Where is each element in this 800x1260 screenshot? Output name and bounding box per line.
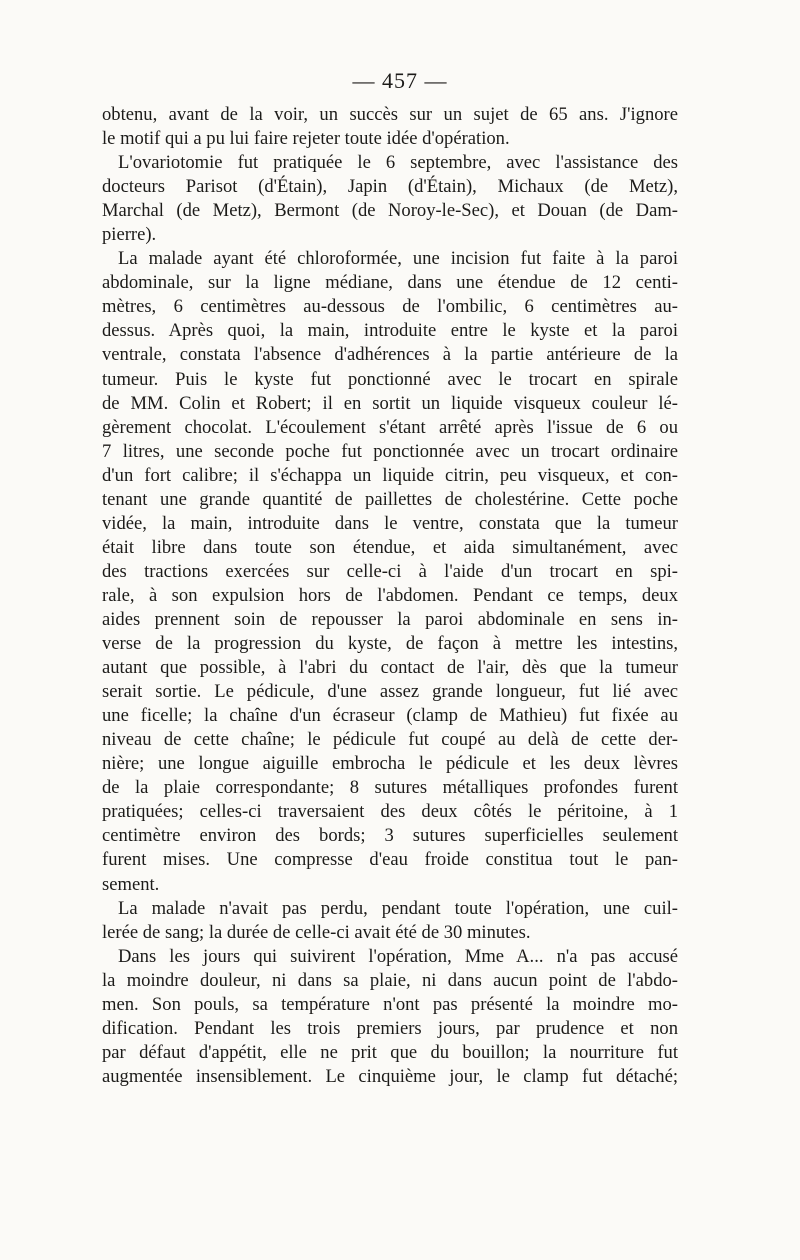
text-line: docteurs Parisot (d'Étain), Japin (d'Étain), Michaux (de Metz), [102,176,678,198]
text-line: serait sortie. Le pédicule, d'une assez grande longueur, fut lié avec [102,681,678,703]
text-line: abdominale, sur la ligne médiane, dans une étendue de 12 centi- [102,272,678,294]
text-line: Dans les jours qui suivirent l'opération, Mme A... n'a pas accusé [118,945,678,967]
text-line: sement. [102,873,160,895]
text-line: augmentée insensiblement. Le cinquième jour, le clamp fut détaché; [102,1065,678,1087]
text-line: pierre). [102,224,157,246]
body-text [102,103,678,1089]
text-line: ventrale, constata l'absence d'adhérences à la partie antérieure de la [102,344,678,366]
text-line: le motif qui a pu lui faire rejeter toute idée d'opération. [102,128,510,150]
text-line: men. Son pouls, sa température n'ont pas présenté la moindre mo- [102,993,678,1015]
text-line: L'ovariotomie fut pratiquée le 6 septembre, avec l'assistance des [118,152,678,174]
text-line: Marchal (de Metz), Bermont (de Noroy-le-Sec), et Douan (de Dam- [102,200,678,222]
text-line: une ficelle; la chaîne d'un écraseur (clamp de Mathieu) fut fixée au [102,705,678,727]
text-line: 7 litres, une seconde poche fut ponctionnée avec un trocart ordinaire [102,440,678,462]
text-line: verse de la progression du kyste, de façon à mettre les intestins, [102,633,678,655]
text-line: la moindre douleur, ni dans sa plaie, ni dans aucun point de l'abdo- [102,969,678,991]
text-line: dification. Pendant les trois premiers jours, par prudence et non [102,1017,678,1039]
text-line: d'un fort calibre; il s'échappa un liquide citrin, peu visqueux, et con- [102,464,678,486]
text-line: dessus. Après quoi, la main, introduite entre le kyste et la paroi [102,320,678,342]
text-line: pratiquées; celles-ci traversaient des deux côtés le péritoine, à 1 [102,801,678,823]
text-line: centimètre environ des bords; 3 sutures superficielles seulement [102,825,678,847]
text-line: aides prennent soin de repousser la paroi abdominale en sens in- [102,608,678,630]
text-line: des tractions exercées sur celle-ci à l'aide d'un trocart en spi- [102,560,678,582]
text-line: rale, à son expulsion hors de l'abdomen. Pendant ce temps, deux [102,584,678,606]
text-line: était libre dans toute son étendue, et aida simultanément, avec [102,536,678,558]
text-line: gèrement chocolat. L'écoulement s'étant arrêté après l'issue de 6 ou [102,416,678,438]
page-number: — 457 — [352,68,448,93]
text-line: par défaut d'appétit, elle ne prit que du bouillon; la nourriture fut [102,1041,678,1063]
text-line: vidée, la main, introduite dans le ventre, constata que la tumeur [102,512,678,534]
text-line: tumeur. Puis le kyste fut ponctionné avec le trocart en spirale [102,368,678,390]
text-line: tenant une grande quantité de paillettes de cholestérine. Cette poche [102,488,678,510]
text-line: nière; une longue aiguille embrocha le pédicule et les deux lèvres [102,753,678,775]
text-line: de la plaie correspondante; 8 sutures métalliques profondes furent [102,777,678,799]
text-line: niveau de cette chaîne; le pédicule fut coupé au delà de cette der- [102,729,678,751]
text-line: La malade ayant été chloroformée, une incision fut faite à la paroi [118,248,678,270]
text-line: de MM. Colin et Robert; il en sortit un liquide visqueux couleur lé- [102,392,678,414]
text-line: La malade n'avait pas perdu, pendant toute l'opération, une cuil- [118,897,678,919]
text-line: autant que possible, à l'abri du contact de l'air, dès que la tumeur [102,657,678,679]
text-line: furent mises. Une compresse d'eau froide constitua tout le pan- [102,849,678,871]
text-line: mètres, 6 centimètres au-dessous de l'ombilic, 6 centimètres au- [102,296,678,318]
text-line: obtenu, avant de la voir, un succès sur un sujet de 65 ans. J'ignore [102,104,678,125]
text-line: lerée de sang; la durée de celle-ci avait été de 30 minutes. [102,921,531,943]
